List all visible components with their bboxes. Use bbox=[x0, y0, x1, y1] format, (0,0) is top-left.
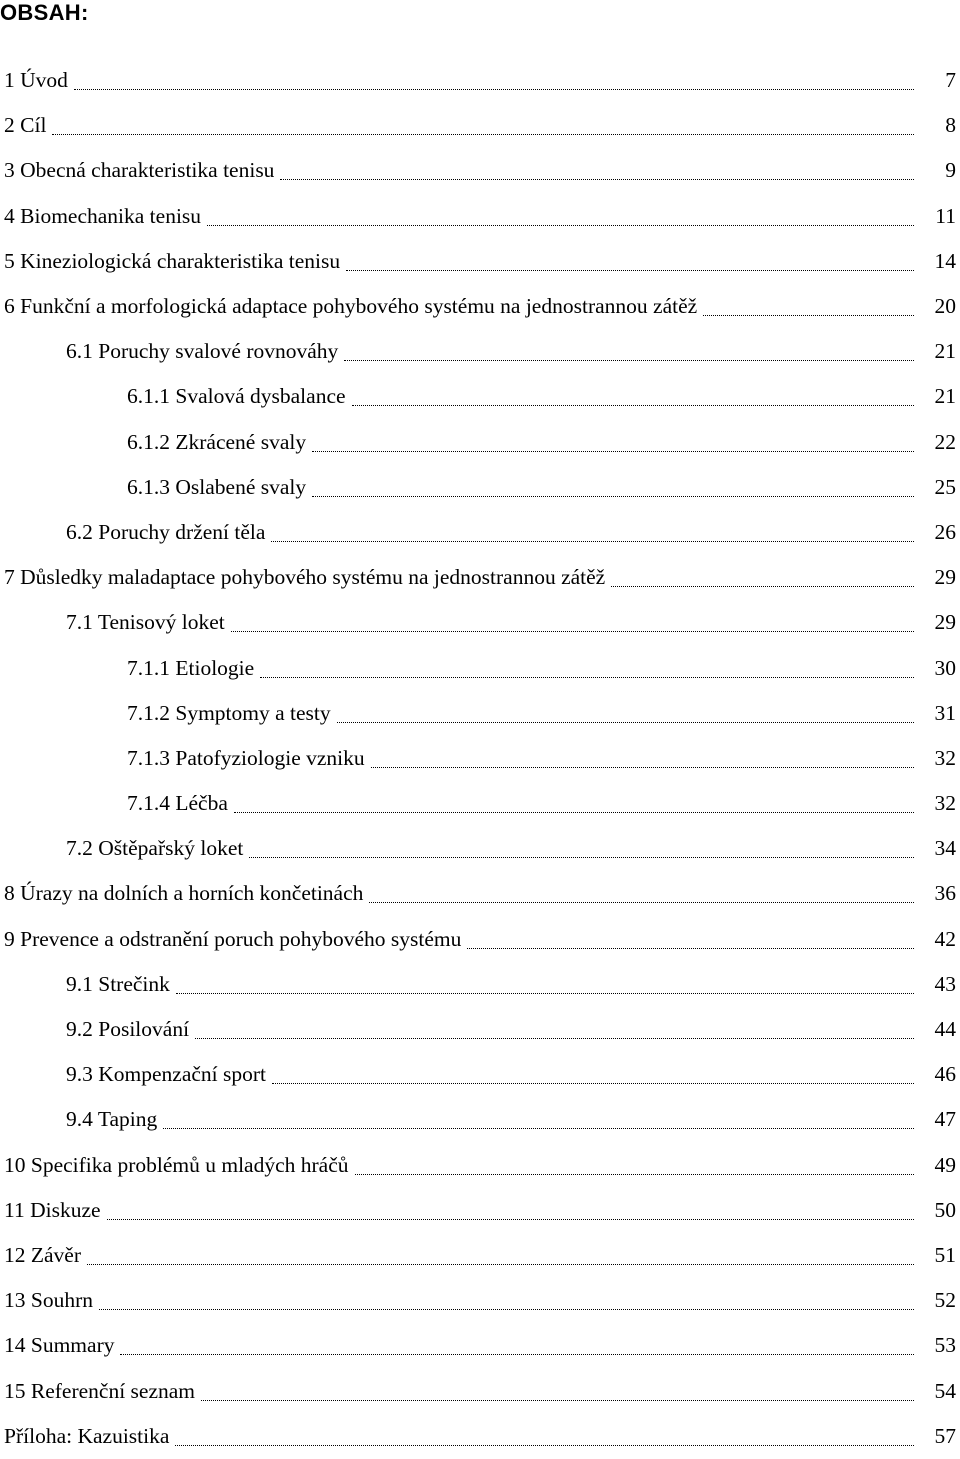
toc-dot-leader bbox=[107, 1219, 914, 1220]
toc-dot-leader bbox=[120, 1354, 914, 1355]
toc-entry[interactable] bbox=[0, 826, 960, 871]
toc-dot-leader bbox=[611, 586, 914, 587]
toc-page-number: 29 bbox=[934, 610, 956, 635]
toc-dot-leader bbox=[352, 405, 914, 406]
toc-page-number: 8 bbox=[945, 113, 956, 138]
toc-page-number: 32 bbox=[934, 745, 956, 770]
toc-entry[interactable] bbox=[0, 284, 960, 329]
toc-entry-title: 7 Důsledky maladaptace pohybového systému na jednostrannou zátěž bbox=[4, 565, 606, 590]
toc-page-number: 51 bbox=[934, 1242, 956, 1267]
toc-page-number: 20 bbox=[934, 294, 956, 319]
toc-entry-title: 6.1 Poruchy svalové rovnováhy bbox=[66, 339, 339, 364]
toc-entry-title: 1 Úvod bbox=[4, 68, 68, 93]
toc-entry[interactable] bbox=[0, 1097, 960, 1142]
toc-dot-leader bbox=[163, 1128, 914, 1129]
toc-dot-leader bbox=[280, 179, 914, 180]
toc-page-number: 9 bbox=[945, 158, 956, 183]
toc-page-number: 22 bbox=[934, 429, 956, 454]
toc-page-number: 46 bbox=[934, 1062, 956, 1087]
table-of-contents bbox=[0, 58, 960, 1459]
toc-entry-title: 13 Souhrn bbox=[4, 1288, 93, 1313]
toc-dot-leader bbox=[176, 993, 914, 994]
toc-entry-title: 12 Závěr bbox=[4, 1242, 82, 1267]
toc-entry[interactable] bbox=[0, 465, 960, 510]
toc-entry[interactable] bbox=[0, 917, 960, 962]
toc-entry-title: 6.1.2 Zkrácené svaly bbox=[127, 429, 307, 454]
toc-page-number: 7 bbox=[945, 68, 956, 93]
toc-entry[interactable] bbox=[0, 555, 960, 600]
toc-dot-leader bbox=[271, 541, 914, 542]
toc-entry-title: Příloha: Kazuistika bbox=[4, 1423, 170, 1448]
toc-entry[interactable] bbox=[0, 1233, 960, 1278]
toc-entry[interactable] bbox=[0, 736, 960, 781]
toc-entry-title: 10 Specifika problémů u mladých hráčů bbox=[4, 1152, 349, 1177]
toc-entry-title: 6.1.1 Svalová dysbalance bbox=[127, 384, 346, 409]
toc-entry[interactable] bbox=[0, 691, 960, 736]
toc-entry[interactable] bbox=[0, 1323, 960, 1368]
toc-entry[interactable] bbox=[0, 600, 960, 645]
toc-page-number: 54 bbox=[934, 1378, 956, 1403]
toc-entry-title: 15 Referenční seznam bbox=[4, 1378, 196, 1403]
toc-entry[interactable] bbox=[0, 103, 960, 148]
toc-entry-title: 7.1 Tenisový loket bbox=[66, 610, 225, 635]
toc-page-number: 49 bbox=[934, 1152, 956, 1177]
toc-page-number: 14 bbox=[934, 248, 956, 273]
toc-entry-title: 7.1.4 Léčba bbox=[127, 791, 228, 816]
toc-entry[interactable] bbox=[0, 148, 960, 193]
toc-entry[interactable] bbox=[0, 1143, 960, 1188]
toc-dot-leader bbox=[74, 89, 914, 90]
toc-dot-leader bbox=[195, 1038, 914, 1039]
toc-entry-title: 3 Obecná charakteristika tenisu bbox=[4, 158, 275, 183]
toc-entry[interactable] bbox=[0, 1007, 960, 1052]
toc-page-number: 34 bbox=[934, 836, 956, 861]
toc-dot-leader bbox=[52, 134, 914, 135]
toc-dot-leader bbox=[272, 1083, 914, 1084]
toc-page-number: 52 bbox=[934, 1288, 956, 1313]
toc-entry[interactable] bbox=[0, 510, 960, 555]
toc-entry-title: 6 Funkční a morfologická adaptace pohybového systému na jednostrannou zátěž bbox=[4, 294, 698, 319]
toc-entry-title: 7.1.1 Etiologie bbox=[127, 655, 255, 680]
toc-page-number: 26 bbox=[934, 519, 956, 544]
toc-page-number: 43 bbox=[934, 971, 956, 996]
toc-dot-leader bbox=[231, 631, 914, 632]
toc-page-number: 31 bbox=[934, 700, 956, 725]
toc-page-number: 57 bbox=[934, 1423, 956, 1448]
toc-dot-leader bbox=[234, 812, 914, 813]
toc-page-number: 53 bbox=[934, 1333, 956, 1358]
toc-page-number: 44 bbox=[934, 1017, 956, 1042]
toc-entry-title: 9.3 Kompenzační sport bbox=[66, 1062, 267, 1087]
toc-entry-title: 7.1.2 Symptomy a testy bbox=[127, 700, 331, 725]
toc-page-number: 36 bbox=[934, 881, 956, 906]
toc-entry[interactable] bbox=[0, 781, 960, 826]
toc-entry[interactable] bbox=[0, 871, 960, 916]
toc-entry[interactable] bbox=[0, 1414, 960, 1459]
toc-page-number: 42 bbox=[934, 926, 956, 951]
toc-dot-leader bbox=[312, 496, 914, 497]
toc-dot-leader bbox=[369, 902, 914, 903]
toc-page-number: 30 bbox=[934, 655, 956, 680]
toc-entry-title: 9.4 Taping bbox=[66, 1107, 158, 1132]
toc-dot-leader bbox=[201, 1400, 914, 1401]
toc-page-number: 29 bbox=[934, 565, 956, 590]
toc-entry-title: 8 Úrazy na dolních a horních končetinách bbox=[4, 881, 364, 906]
toc-entry-title: 9 Prevence a odstranění poruch pohybového systému bbox=[4, 926, 462, 951]
toc-entry-title: 9.2 Posilování bbox=[66, 1017, 190, 1042]
toc-entry[interactable] bbox=[0, 329, 960, 374]
toc-entry-title: 7.2 Oštěpařský loket bbox=[66, 836, 244, 861]
toc-entry-title: 6.2 Poruchy držení těla bbox=[66, 519, 266, 544]
toc-page-number: 11 bbox=[935, 203, 956, 228]
toc-dot-leader bbox=[467, 948, 914, 949]
toc-dot-leader bbox=[703, 315, 914, 316]
toc-dot-leader bbox=[355, 1174, 915, 1175]
toc-entry[interactable] bbox=[0, 239, 960, 284]
toc-entry[interactable] bbox=[0, 1368, 960, 1413]
toc-entry[interactable] bbox=[0, 58, 960, 103]
toc-page-number: 50 bbox=[934, 1197, 956, 1222]
toc-page-number: 21 bbox=[934, 384, 956, 409]
toc-entry[interactable] bbox=[0, 374, 960, 419]
toc-page-number: 32 bbox=[934, 791, 956, 816]
toc-dot-leader bbox=[249, 857, 914, 858]
toc-dot-leader bbox=[312, 451, 914, 452]
toc-entry[interactable] bbox=[0, 962, 960, 1007]
toc-entry-title: 14 Summary bbox=[4, 1333, 115, 1358]
toc-entry[interactable] bbox=[0, 1278, 960, 1323]
toc-page-number: 25 bbox=[934, 474, 956, 499]
toc-entry[interactable] bbox=[0, 420, 960, 465]
toc-entry-title: 7.1.3 Patofyziologie vzniku bbox=[127, 745, 365, 770]
toc-dot-leader bbox=[260, 677, 914, 678]
toc-dot-leader bbox=[207, 225, 914, 226]
toc-dot-leader bbox=[87, 1264, 914, 1265]
toc-entry[interactable] bbox=[0, 1052, 960, 1097]
toc-entry-title: 2 Cíl bbox=[4, 113, 47, 138]
toc-dot-leader bbox=[337, 722, 914, 723]
toc-entry[interactable] bbox=[0, 645, 960, 690]
toc-dot-leader bbox=[99, 1309, 914, 1310]
toc-entry[interactable] bbox=[0, 1188, 960, 1233]
toc-dot-leader bbox=[371, 767, 914, 768]
toc-entry-title: 6.1.3 Oslabené svaly bbox=[127, 474, 307, 499]
toc-page-number: 47 bbox=[934, 1107, 956, 1132]
toc-dot-leader bbox=[346, 270, 914, 271]
toc-entry[interactable] bbox=[0, 194, 960, 239]
toc-dot-leader bbox=[344, 360, 914, 361]
toc-entry-title: 4 Biomechanika tenisu bbox=[4, 203, 202, 228]
toc-entry-title: 5 Kineziologická charakteristika tenisu bbox=[4, 248, 341, 273]
toc-entry-title: 9.1 Strečink bbox=[66, 971, 170, 996]
toc-entry-title: 11 Diskuze bbox=[4, 1197, 101, 1222]
page-title: OBSAH: bbox=[0, 0, 89, 25]
toc-page-number: 21 bbox=[934, 339, 956, 364]
